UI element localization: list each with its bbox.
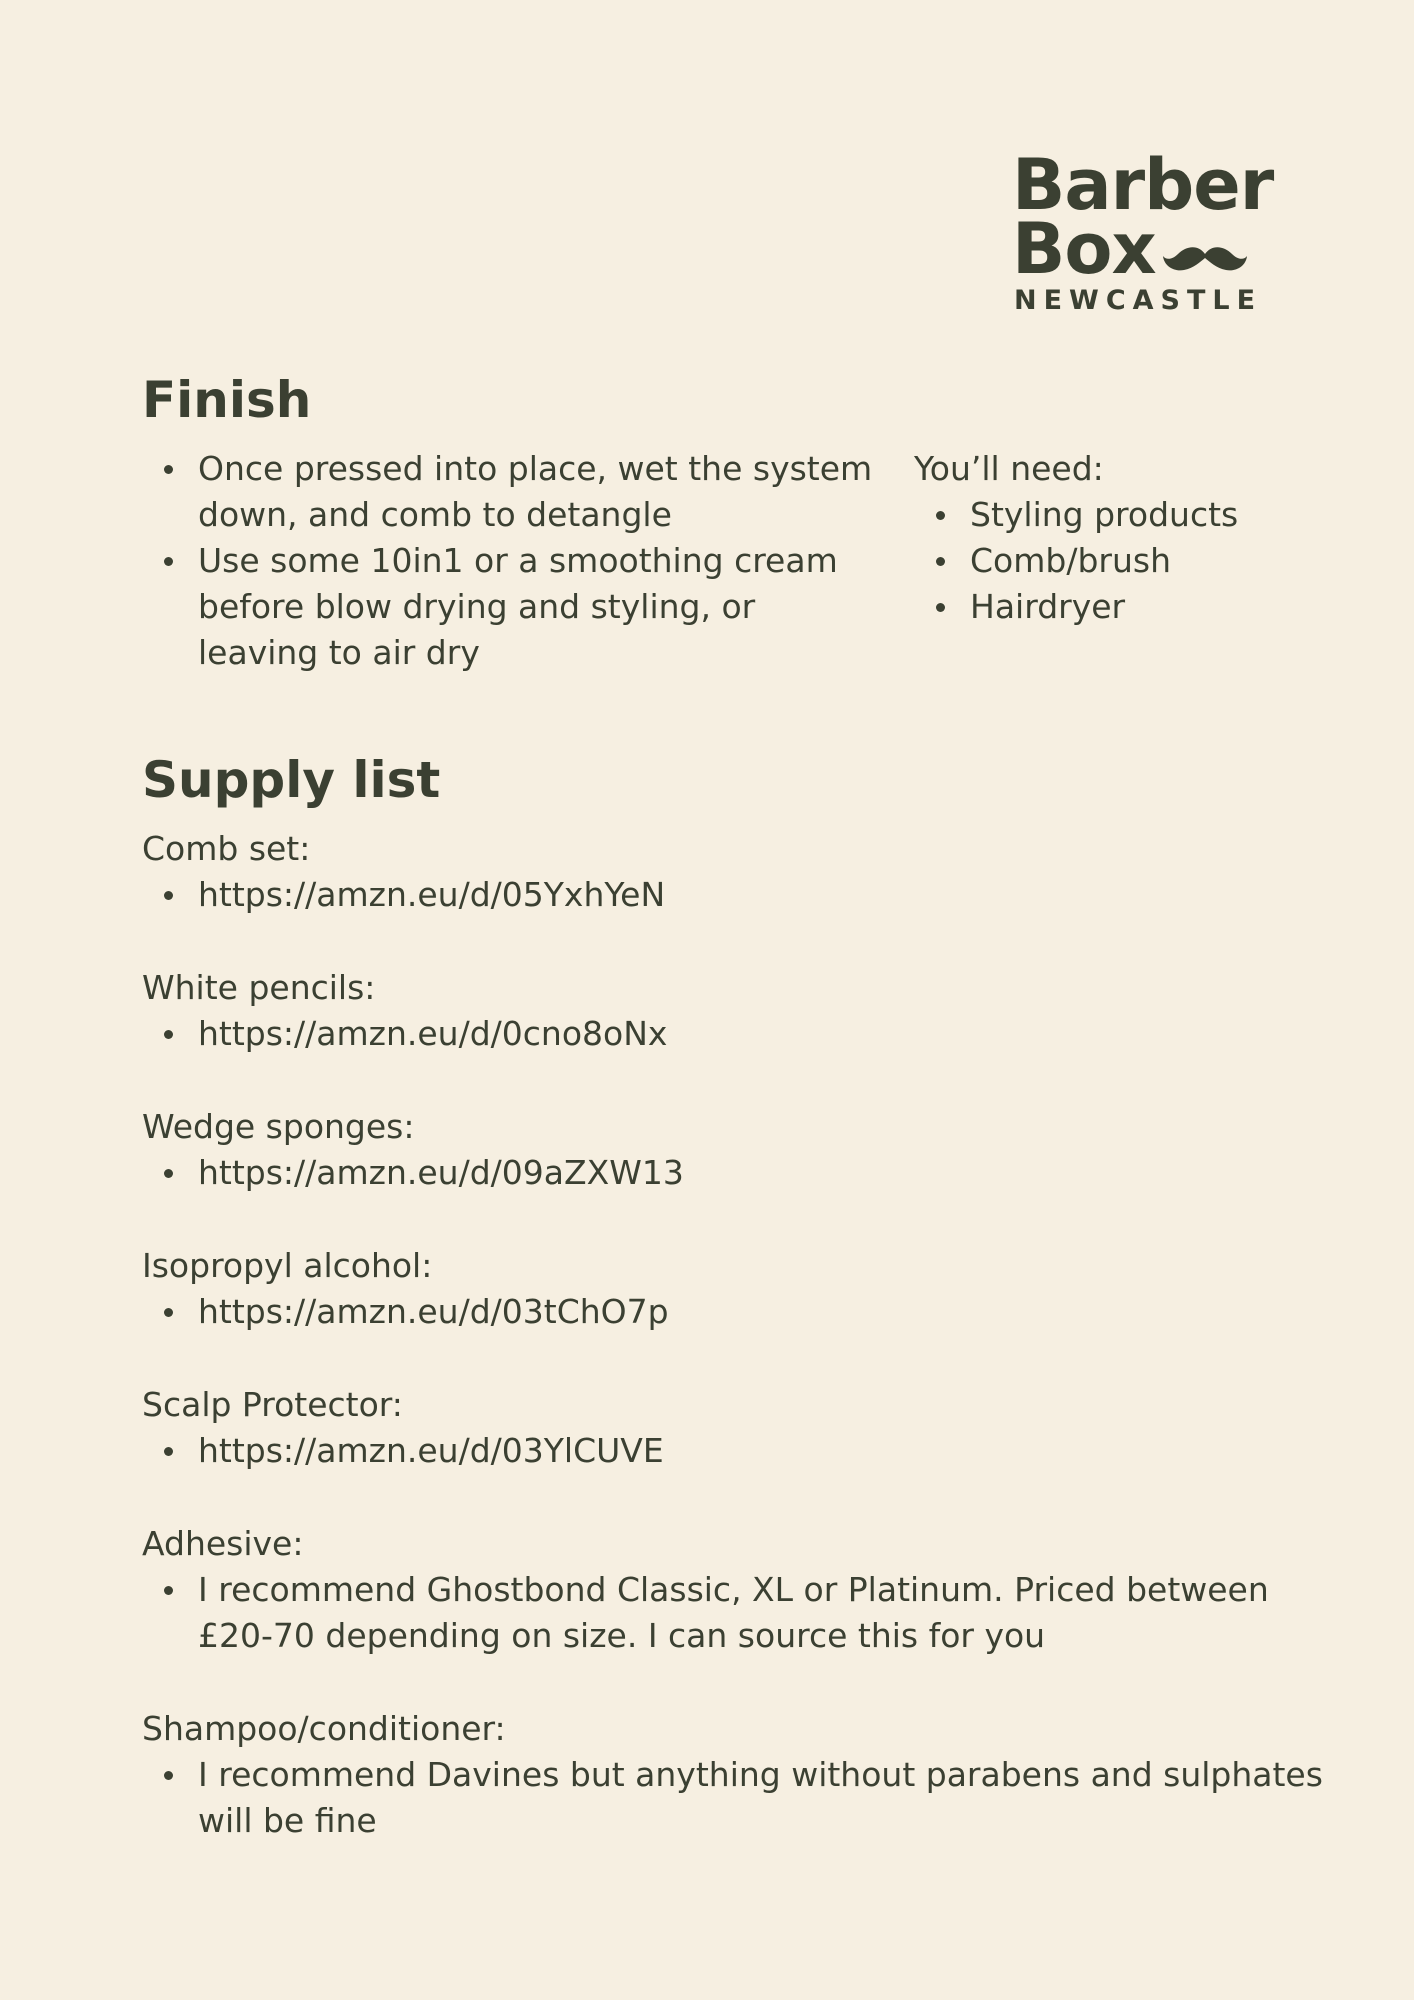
supply-item-comb-set [142, 826, 1342, 918]
supply-item-link[interactable]: https://amzn.eu/d/05YxhYeN [142, 872, 1342, 918]
supply-item-link[interactable]: https://amzn.eu/d/09aZXW13 [142, 1150, 1342, 1196]
finish-heading: Finish [142, 371, 312, 429]
logo-line-barber: Barber [1012, 144, 1274, 226]
mustache-icon [1162, 242, 1248, 276]
supply-item-note: I recommend Ghostbond Classic, XL or Platinum. Priced between £20-70 depending on size. I can source this for you [142, 1567, 1342, 1659]
supply-item-label: Scalp Protector: [142, 1385, 403, 1424]
supply-item-label: Wedge sponges: [142, 1107, 415, 1146]
finish-steps-list [142, 446, 882, 676]
needs-block [914, 446, 1314, 630]
supply-list [142, 826, 1342, 1891]
logo-line-box: Box [1012, 208, 1156, 290]
finish-step: Once pressed into place, wet the system down, and comb to detangle [142, 446, 882, 538]
supply-item-label: White pencils: [142, 968, 376, 1007]
supply-item-wedge-sponges [142, 1104, 1342, 1196]
supply-item-note: I recommend Davines but anything without parabens and sulphates will be fine [142, 1752, 1342, 1844]
supply-item-link[interactable]: https://amzn.eu/d/03tChO7p [142, 1289, 1342, 1335]
needs-list [914, 492, 1314, 630]
supply-item-adhesive [142, 1521, 1342, 1659]
supply-item-label: Adhesive: [142, 1524, 304, 1563]
logo-subtitle: NEWCASTLE [1014, 285, 1263, 316]
needs-item: Styling products [914, 492, 1314, 538]
supply-item-label: Comb set: [142, 829, 311, 868]
supply-item-white-pencils [142, 965, 1342, 1057]
needs-item: Comb/brush [914, 538, 1314, 584]
finish-step: Use some 10in1 or a smoothing cream before blow drying and styling, or leaving to air dry [142, 538, 882, 676]
brand-logo [1012, 144, 1274, 320]
supply-item-label: Isopropyl alcohol: [142, 1246, 433, 1285]
needs-item: Hairdryer [914, 584, 1314, 630]
supply-item-isopropyl-alcohol [142, 1243, 1342, 1335]
supply-item-scalp-protector [142, 1382, 1342, 1474]
supply-item-shampoo-conditioner [142, 1706, 1342, 1844]
supply-item-link[interactable]: https://amzn.eu/d/0cno8oNx [142, 1011, 1342, 1057]
supply-heading: Supply list [142, 751, 441, 809]
needs-label: You’ll need: [914, 449, 1104, 488]
supply-item-link[interactable]: https://amzn.eu/d/03YlCUVE [142, 1428, 1342, 1474]
supply-item-label: Shampoo/conditioner: [142, 1709, 506, 1748]
